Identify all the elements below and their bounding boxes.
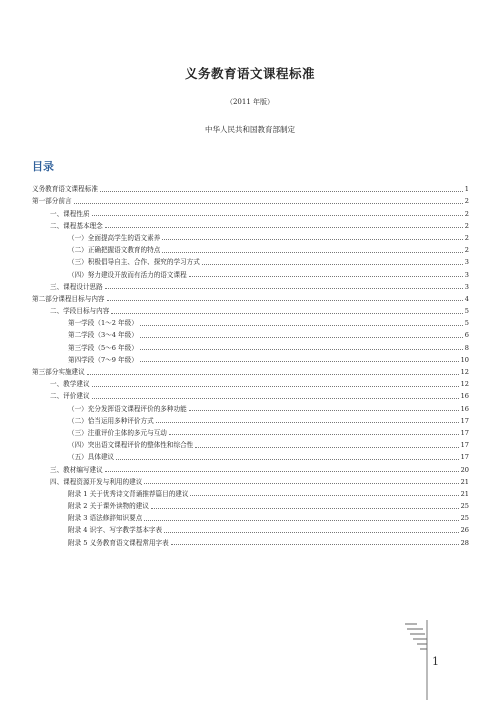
toc-entry-page: 26 [460,526,469,535]
edition-label: （2011 年版） [225,98,275,106]
toc-entry[interactable] [32,498,469,510]
toc-entry-page: 3 [464,270,469,279]
toc-entry-label: 第三部分实施建议 [32,368,85,376]
toc-dot-leader [92,398,459,399]
toc-entry[interactable] [32,510,469,522]
toc-entry-label: （三）注重评价主体的多元与互动 [68,428,167,437]
toc-dot-leader [100,191,463,192]
toc-entry-page: 12 [460,380,469,389]
toc-dot-leader [140,349,463,350]
toc-dot-leader [162,252,462,253]
toc-entry-page: 8 [464,343,469,352]
toc-entry-label: 附录 4 识字、写字教学基本字表 [68,526,163,535]
toc-dot-leader [105,288,463,289]
toc-entry[interactable] [32,291,469,303]
toc-entry[interactable] [32,327,469,339]
toc-entry-page: 28 [460,538,469,547]
toc-entry[interactable] [32,400,469,412]
toc-dot-leader [162,239,462,240]
document-title: 义务教育语文课程标准 [184,66,315,81]
toc-dot-leader [144,520,458,521]
toc-dot-leader [92,215,463,216]
toc-entry-label: （一）充分发挥语文课程评价的多种功能 [68,404,187,413]
toc-entry-page: 6 [464,331,469,340]
toc-entry-label: 义务教育语文课程标准 [32,185,98,194]
toc-entry[interactable] [32,376,469,388]
toc-entry-page: 17 [460,441,469,450]
toc-entry-page: 2 [464,233,469,242]
toc-entry-page: 17 [460,428,469,437]
toc-entry-page: 10 [460,355,469,364]
table-of-contents [32,181,469,547]
toc-heading: 目录 [32,160,54,173]
toc-entry-label: 第一学段（1～2 年级） [68,319,138,328]
toc-entry-page: 2 [464,209,469,218]
toc-entry-page: 1 [464,185,469,194]
toc-entry-label: 三、教材编写建议 [50,465,103,474]
toc-entry-label: 第三学段（5～6 年级） [68,343,138,352]
toc-dot-leader [140,337,463,338]
toc-entry-label: 二、学段目标与内容 [50,307,110,316]
toc-dot-leader [195,447,458,448]
toc-entry-page: 16 [460,392,469,401]
toc-entry-label: （二）正确把握语文教育的特点 [68,246,161,255]
toc-entry-page: 2 [464,221,469,230]
toc-dot-leader [144,483,458,484]
toc-entry-label: 二、课程基本理念 [50,221,103,230]
toc-entry[interactable] [32,449,469,461]
toc-entry-page: 25 [460,502,469,511]
toc-entry[interactable] [32,413,469,425]
toc-dot-leader [74,203,463,204]
toc-entry[interactable] [32,303,469,315]
toc-entry-page: 5 [464,319,469,328]
toc-dot-leader [87,374,459,375]
toc-entry-page: 4 [464,294,469,303]
toc-dot-leader [202,264,463,265]
toc-entry-page: 17 [460,453,469,462]
toc-entry[interactable] [32,425,469,437]
toc-entry-label: （四）努力建设开放而有活力的语文课程 [68,270,187,279]
toc-dot-leader [156,422,459,423]
toc-entry-page: 2 [464,197,469,206]
toc-dot-leader [111,313,462,314]
toc-entry-label: 一、课程性质 [50,209,90,218]
toc-entry[interactable] [32,461,469,473]
toc-entry-label: 第二部分课程目标与内容 [32,294,105,303]
toc-entry[interactable] [32,254,469,266]
toc-dot-leader [169,434,459,435]
toc-entry[interactable] [32,193,469,205]
toc-dot-leader [140,325,463,326]
toc-entry[interactable] [32,388,469,400]
toc-entry-page: 3 [464,282,469,291]
toc-dot-leader [105,471,459,472]
toc-dot-leader [189,410,459,411]
toc-entry[interactable] [32,339,469,351]
toc-dot-leader [105,227,463,228]
toc-entry-page: 21 [460,477,469,486]
toc-entry-page: 3 [464,258,469,267]
toc-entry[interactable] [32,181,469,193]
toc-entry[interactable] [32,266,469,278]
toc-entry-page: 5 [464,307,469,316]
toc-entry-page: 2 [464,246,469,255]
toc-entry-label: 附录 2 关于课外读物的建议 [68,502,149,511]
toc-entry[interactable] [32,242,469,254]
toc-entry-label: 三、课程设计思路 [50,282,103,291]
toc-entry-label: （三）积极倡导自主、合作、探究的学习方式 [68,258,200,267]
toc-entry[interactable] [32,522,469,534]
toc-dot-leader [190,495,458,496]
toc-entry-label: 附录 1 关于优秀诗文背诵推荐篇目的建议 [68,489,189,498]
toc-entry-label: 附录 5 义务教育语文课程常用字表 [68,538,169,547]
toc-entry[interactable] [32,205,469,217]
toc-dot-leader [116,459,458,460]
toc-entry[interactable] [32,230,469,242]
toc-entry-label: （二）恰当运用多种评价方式 [68,416,154,425]
toc-entry-page: 12 [460,368,469,376]
toc-entry-page: 21 [460,489,469,498]
toc-entry-label: 第一部分前言 [32,197,72,206]
toc-entry-label: 四、课程资源开发与利用的建议 [50,477,143,486]
page-corner-decoration-icon [405,620,445,700]
toc-entry[interactable] [32,315,469,327]
toc-dot-leader [189,276,463,277]
toc-entry-label: （五）具体建议 [68,453,115,462]
toc-entry-page: 25 [460,514,469,523]
toc-entry[interactable] [32,218,469,230]
toc-entry-label: （一）全面提高学生的语文素养 [68,233,161,242]
page-number: 1 [432,655,439,668]
toc-entry-label: 一、教学建议 [50,380,90,389]
toc-entry-label: 第四学段（7～9 年级） [68,355,138,364]
toc-dot-leader [107,300,463,301]
toc-entry[interactable] [32,474,469,486]
toc-entry-page: 16 [460,404,469,413]
toc-entry[interactable] [32,364,469,376]
toc-entry[interactable] [32,534,469,546]
toc-entry-page: 20 [460,465,469,474]
toc-dot-leader [151,508,459,509]
toc-entry-label: 二、评价建议 [50,392,90,401]
toc-entry-label: 附录 3 语法修辞知识要点 [68,514,143,523]
toc-entry-label: 第二学段（3～4 年级） [68,331,138,340]
toc-dot-leader [92,386,459,387]
toc-dot-leader [140,361,459,362]
toc-entry-page: 17 [460,416,469,425]
toc-dot-leader [164,532,459,533]
issuer-label: 中华人民共和国教育部制定 [205,125,295,134]
toc-entry[interactable] [32,352,469,364]
toc-dot-leader [171,544,459,545]
toc-entry[interactable] [32,279,469,291]
toc-entry[interactable] [32,437,469,449]
toc-entry[interactable] [32,486,469,498]
toc-entry-label: （四）突出语文课程评价的整体性和综合性 [68,441,194,450]
